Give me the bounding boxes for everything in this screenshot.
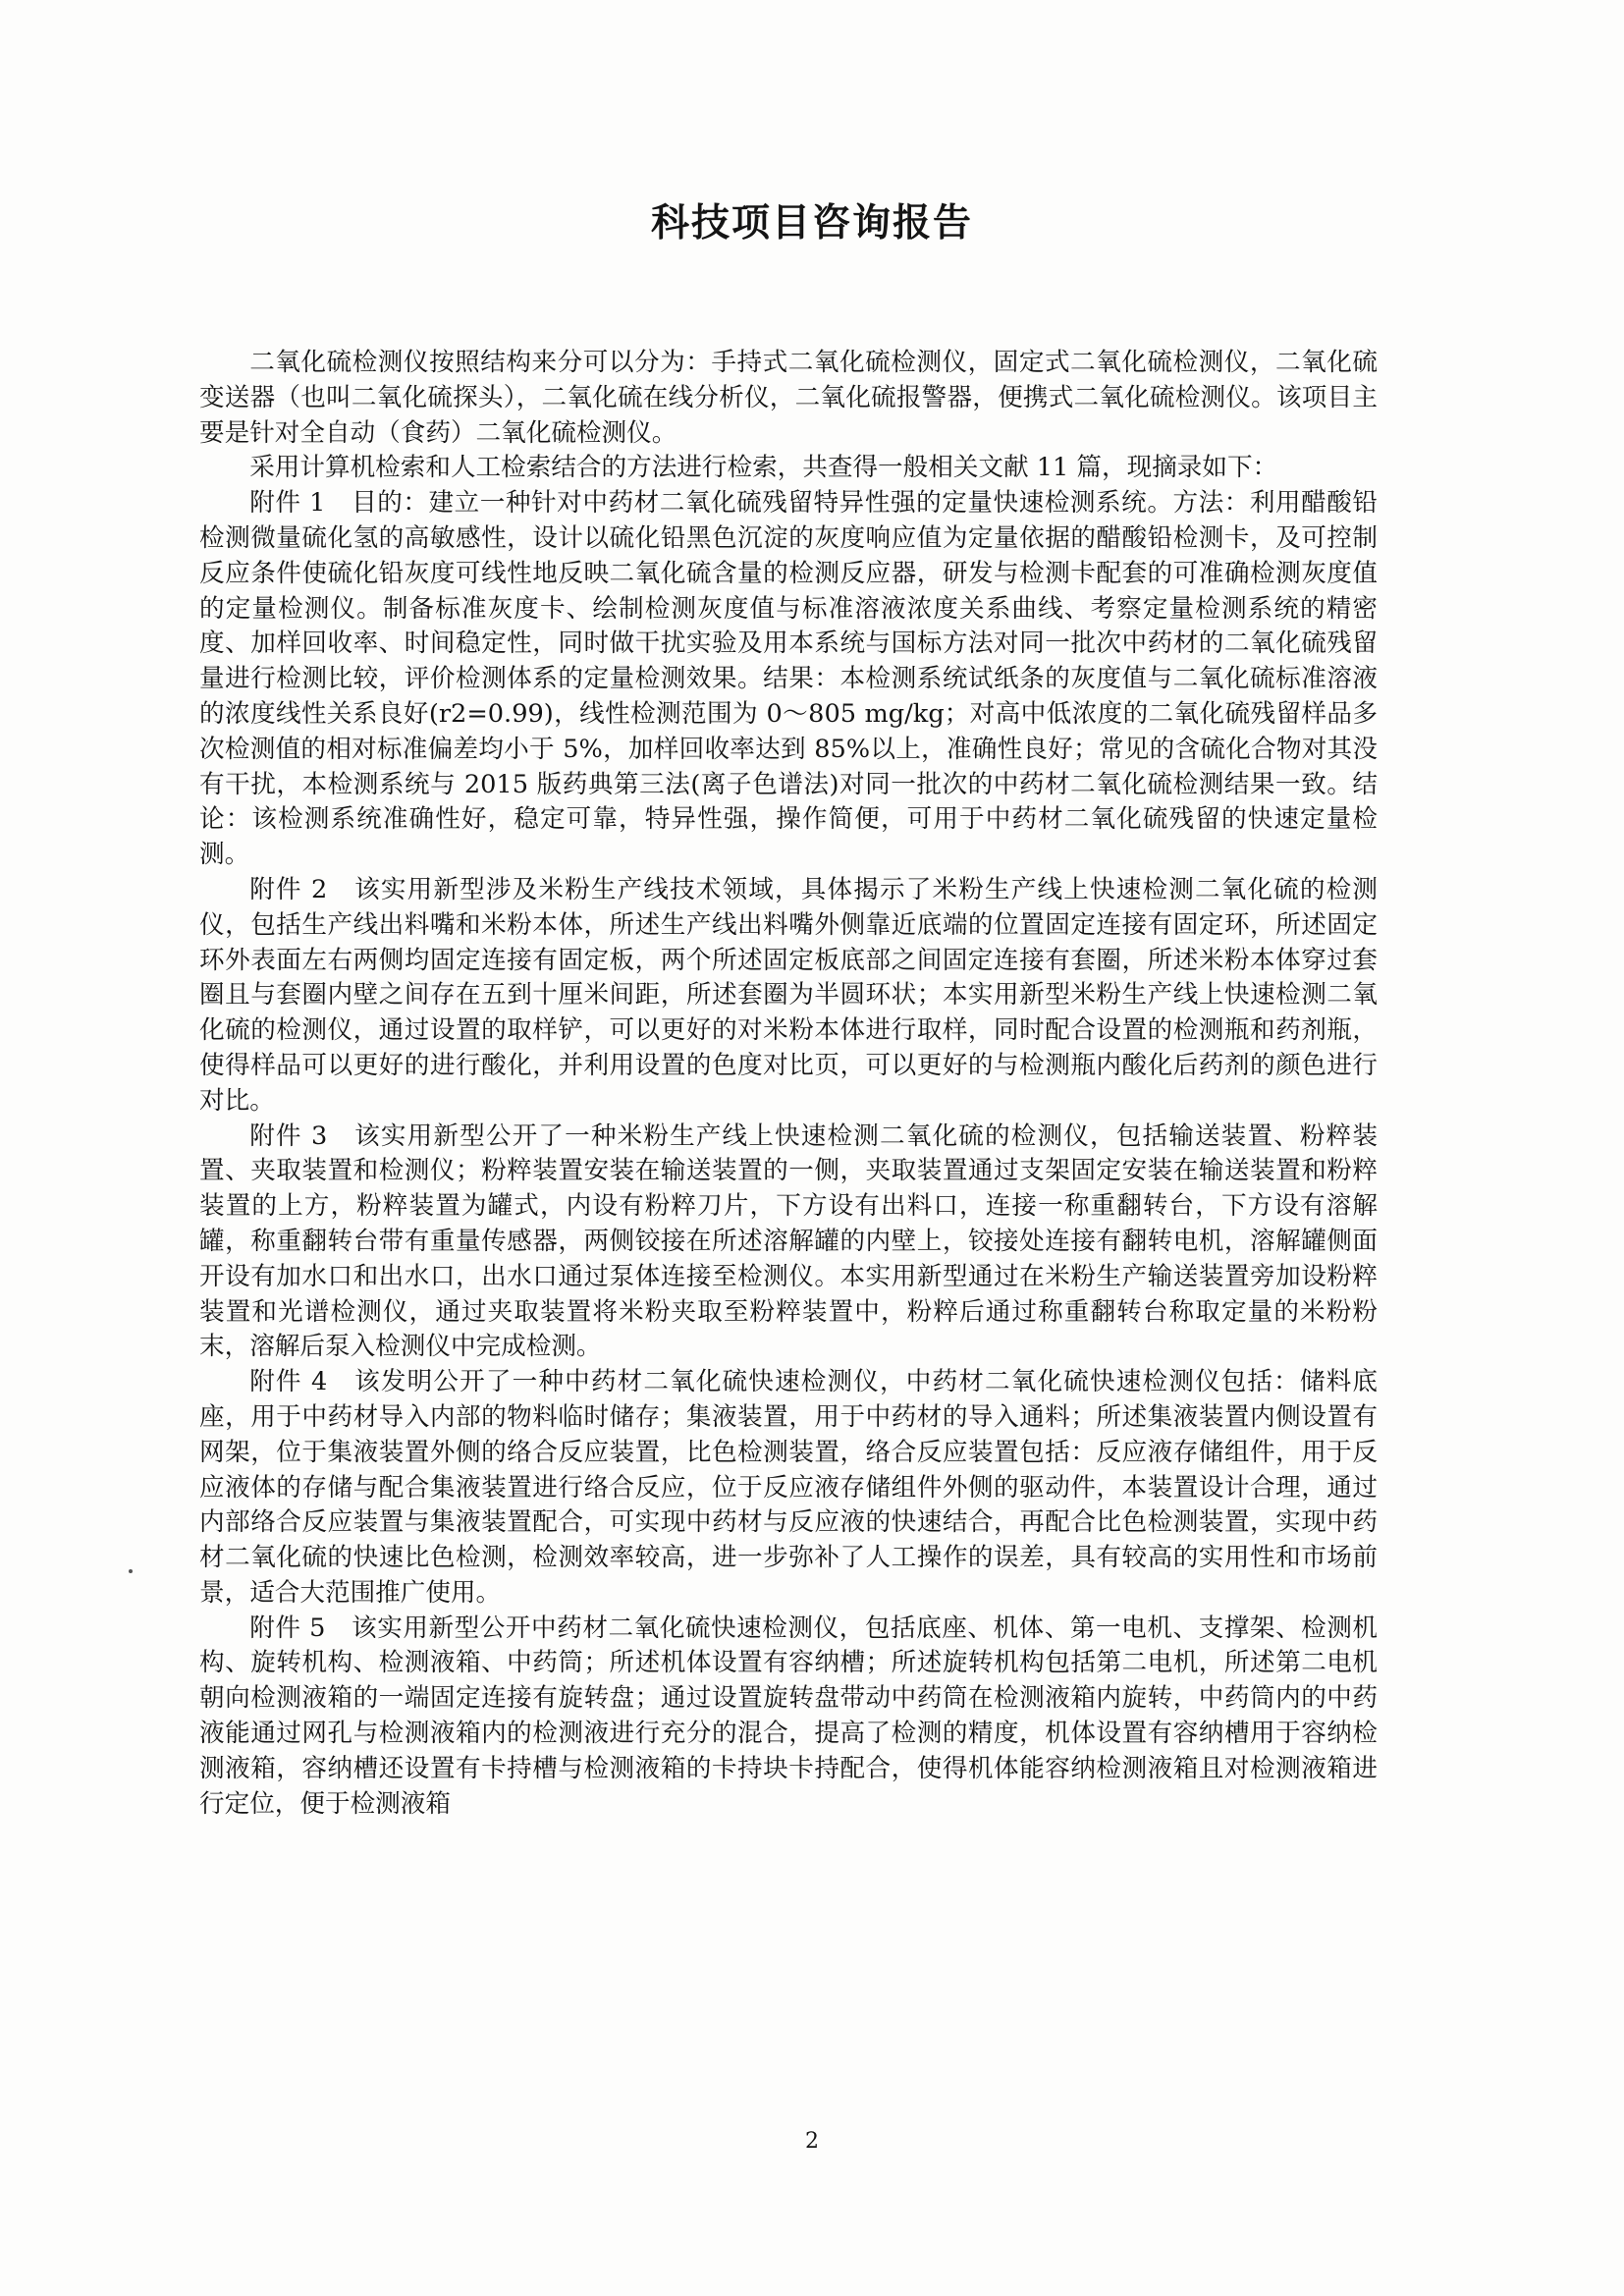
paragraph-attachment-2: 附件 2 该实用新型涉及米粉生产线技术领域，具体揭示了米粉生产线上快速检测二氧化硫的检测仪，包括生产线出料嘴和米粉本体，所述生产线出料嘴外侧靠近底端的位置固定连接有固定环，所述固定环外表面左右两侧均固定连接有固定板，两个所述固定板底部之间固定连接有套圈，所述米粉本体穿过套圈且与套圈内壁之间存在五到十厘米间距，所述套圈为半圆环状；本实用新型米粉生产线上快速检测二氧化硫的检测仪，通过设置的取样铲，可以更好的对米粉本体进行取样，同时配合设置的检测瓶和药剂瓶，使得样品可以更好的进行酸化，并利用设置的色度对比页，可以更好的与检测瓶内酸化后药剂的颜色进行对比。 <box>199 874 1378 1116</box>
page-number: 2 <box>805 2129 819 2154</box>
paragraph-search-method: 采用计算机检索和人工检索结合的方法进行检索，共查得一般相关文献 11 篇，现摘录如下： <box>249 453 1278 483</box>
scan-speck <box>129 1569 133 1573</box>
paragraph-attachment-4: 附件 4 该发明公开了一种中药材二氧化硫快速检测仪，中药材二氧化硫快速检测仪包括：储料底座，用于中药材导入内部的物料临时储存；集液装置，用于中药材的导入通料；所述集液装置内侧设置有网架，位于集液装置外侧的络合反应装置，比色检测装置，络合反应装置包括：反应液存储组件，用于反应液体的存储与配合集液装置进行络合反应，位于反应液存储组件外侧的驱动件，本装置设计合理，通过内部络合反应装置与集液装置配合，可实现中药材与反应液的快速结合，再配合比色检测装置，实现中药材二氧化硫的快速比色检测，检测效率较高，进一步弥补了人工操作的误差，具有较高的实用性和市场前景，适合大范围推广使用。 <box>199 1367 1378 1608</box>
paragraph-attachment-1: 附件 1 目的：建立一种针对中药材二氧化硫残留特异性强的定量快速检测系统。方法：利用醋酸铅检测微量硫化氢的高敏感性，设计以硫化铅黑色沉淀的灰度响应值为定量依据的醋酸铅检测卡，及可控制反应条件使硫化铅灰度可线性地反映二氧化硫含量的检测反应器，研发与检测卡配套的可准确检测灰度值的定量检测仪。制备标准灰度卡、绘制检测灰度值与标准溶液浓度关系曲线、考察定量检测系统的精密度、加样回收率、时间稳定性，同时做干扰实验及用本系统与国标方法对同一批次中药材的二氧化硫残留量进行检测比较，评价检测体系的定量检测效果。结果：本检测系统试纸条的灰度值与二氧化硫标准溶液的浓度线性关系良好(r2=0.99)，线性检测范围为 0～805 mg/kg；对高中低浓度的二氧化硫残留样品多次检测值的相对标准偏差均小于 5%，加样回收率达到 85%以上，准确性良好；常见的含硫化合物对其没有干扰，本检测系统与 2015 版药典第三法(离子色谱法)对同一批次的中药材二氧化硫检测结果一致。结论：该检测系统准确性好，稳定可靠，特异性强，操作简便，可用于中药材二氧化硫残留的快速定量检测。 <box>199 488 1378 870</box>
page-title: 科技项目咨询报告 <box>650 200 973 246</box>
paragraph-attachment-5: 附件 5 该实用新型公开中药材二氧化硫快速检测仪，包括底座、机体、第一电机、支撑架、检测机构、旋转机构、检测液箱、中药筒；所述机体设置有容纳槽；所述旋转机构包括第二电机，所述第二电机朝向检测液箱的一端固定连接有旋转盘；通过设置旋转盘带动中药筒在检测液箱内旋转，中药筒内的中药液能通过网孔与检测液箱内的检测液进行充分的混合，提高了检测的精度，机体设置有容纳槽用于容纳检测液箱，容纳槽还设置有卡持槽与检测液箱的卡持块卡持配合，使得机体能容纳检测液箱且对检测液箱进行定位，便于检测液箱 <box>199 1613 1378 1819</box>
paragraph-attachment-3: 附件 3 该实用新型公开了一种米粉生产线上快速检测二氧化硫的检测仪，包括输送装置、粉粹装置、夹取装置和检测仪；粉粹装置安装在输送装置的一侧，夹取装置通过支架固定安装在输送装置和粉粹装置的上方，粉粹装置为罐式，内设有粉粹刀片，下方设有出料口，连接一称重翻转台，下方设有溶解罐，称重翻转台带有重量传感器，两侧铰接在所述溶解罐的内壁上，铰接处连接有翻转电机，溶解罐侧面开设有加水口和出水口，出水口通过泵体连接至检测仪。本实用新型通过在米粉生产输送装置旁加设粉粹装置和光谱检测仪，通过夹取装置将米粉夹取至粉粹装置中，粉粹后通过称重翻转台称取定量的米粉粉末，溶解后泵入检测仪中完成检测。 <box>199 1121 1378 1362</box>
document-body <box>199 346 1378 1822</box>
paragraph-intro: 二氧化硫检测仪按照结构来分可以分为：手持式二氧化硫检测仪，固定式二氧化硫检测仪，二氧化硫变送器（也叫二氧化硫探头），二氧化硫在线分析仪，二氧化硫报警器，便携式二氧化硫检测仪。该项目主要是针对全自动（食药）二氧化硫检测仪。 <box>199 348 1378 448</box>
